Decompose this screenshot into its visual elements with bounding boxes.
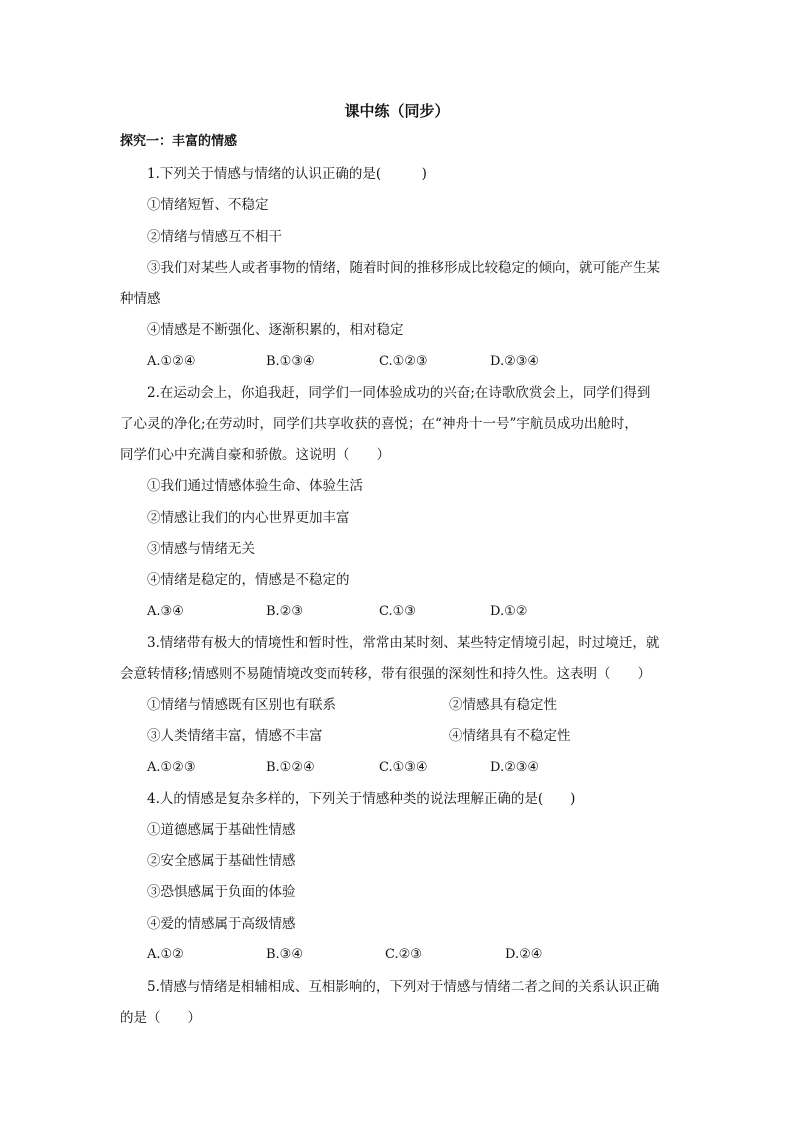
question-2-statement-2: ②情感让我们的内心世界更加丰富 — [147, 510, 350, 526]
question-3-option-d: D.②③④ — [490, 760, 540, 775]
question-3-statement-2: ②情感具有稳定性 — [449, 697, 557, 713]
question-4-option-c: C.②③ — [385, 947, 422, 962]
question-2-statement-3: ③情感与情绪无关 — [147, 541, 255, 557]
question-1-option-b: B.①③④ — [266, 354, 315, 369]
question-4-statement-1: ①道德感属于基础性情感 — [147, 822, 296, 838]
question-1-statement-3: ③我们对某些人或者事物的情绪，随着时间的推移形成比较稳定的倾向，就可能产生某 — [147, 260, 660, 276]
question-3-statement-4: ④情绪具有不稳定性 — [449, 728, 571, 744]
question-1-statement-2: ②情绪与情感互不相干 — [147, 229, 282, 245]
question-2-option-b: B.②③ — [266, 604, 303, 619]
question-4-statement-3: ③恐惧感属于负面的体验 — [147, 884, 296, 900]
question-1-stem: 1.下列关于情感与情绪的认识正确的是( ) — [147, 166, 427, 182]
question-2-statement-1: ①我们通过情感体验生命、体验生活 — [147, 478, 363, 494]
question-1-option-d: D.②③④ — [490, 354, 540, 369]
question-3-option-a: A.①②③ — [147, 760, 196, 775]
section-heading: 探究一：丰富的情感 — [120, 134, 238, 149]
question-4-option-d: D.②④ — [505, 947, 543, 962]
question-1-statement-3-cont: 种情感 — [120, 291, 161, 307]
question-4-statement-4: ④爱的情感属于高级情感 — [147, 916, 296, 932]
question-3-statement-1: ①情绪与情感既有区别也有联系 — [147, 697, 336, 713]
question-5-stem: 5.情感与情绪是相辅相成、互相影响的，下列对于情感与情绪二者之间的关系认识正确 — [147, 979, 660, 995]
question-3-statement-3: ③人类情绪丰富，情感不丰富 — [147, 728, 323, 744]
question-3-stem: 3.情绪带有极大的情境性和暂时性，常常由某时刻、某些特定情境引起，时过境迁，就 — [147, 635, 660, 651]
question-2-option-c: C.①③ — [379, 604, 416, 619]
question-2-stem: 2.在运动会上，你追我赶，同学们一同体验成功的兴奋;在诗歌欣赏会上，同学们得到 — [147, 385, 651, 401]
question-2-stem-cont-1: 了心灵的净化;在劳动时，同学们共享收获的喜悦；在“神舟十一号”宇航员成功出舱时， — [120, 416, 638, 432]
question-4-option-a: A.①② — [147, 947, 184, 962]
page-title: 课中练（同步） — [344, 102, 450, 120]
question-3-option-c: C.①③④ — [379, 760, 428, 775]
question-2-stem-cont-2: 同学们心中充满自豪和骄傲。这说明（ ） — [120, 447, 390, 463]
question-3-stem-cont: 会意转情移;情感则不易随情境改变而转移，带有很强的深刻性和持久性。这表明（ ） — [120, 666, 652, 682]
question-2-option-a: A.③④ — [147, 604, 184, 619]
question-3-option-b: B.①②④ — [266, 760, 315, 775]
question-2-statement-4: ④情绪是稳定的，情感是不稳定的 — [147, 572, 350, 588]
question-1-option-c: C.①②③ — [379, 354, 428, 369]
question-5-stem-cont: 的是（ ） — [120, 1010, 201, 1026]
question-4-statement-2: ②安全感属于基础性情感 — [147, 853, 296, 869]
question-1-statement-4: ④情感是不断强化、逐渐积累的，相对稳定 — [147, 322, 404, 338]
question-4-stem: 4.人的情感是复杂多样的，下列关于情感种类的说法理解正确的是( ) — [147, 791, 576, 807]
question-1-option-a: A.①②④ — [147, 354, 196, 369]
question-4-option-b: B.③④ — [266, 947, 303, 962]
question-2-option-d: D.①② — [490, 604, 528, 619]
question-1-statement-1: ①情绪短暂、不稳定 — [147, 197, 269, 213]
